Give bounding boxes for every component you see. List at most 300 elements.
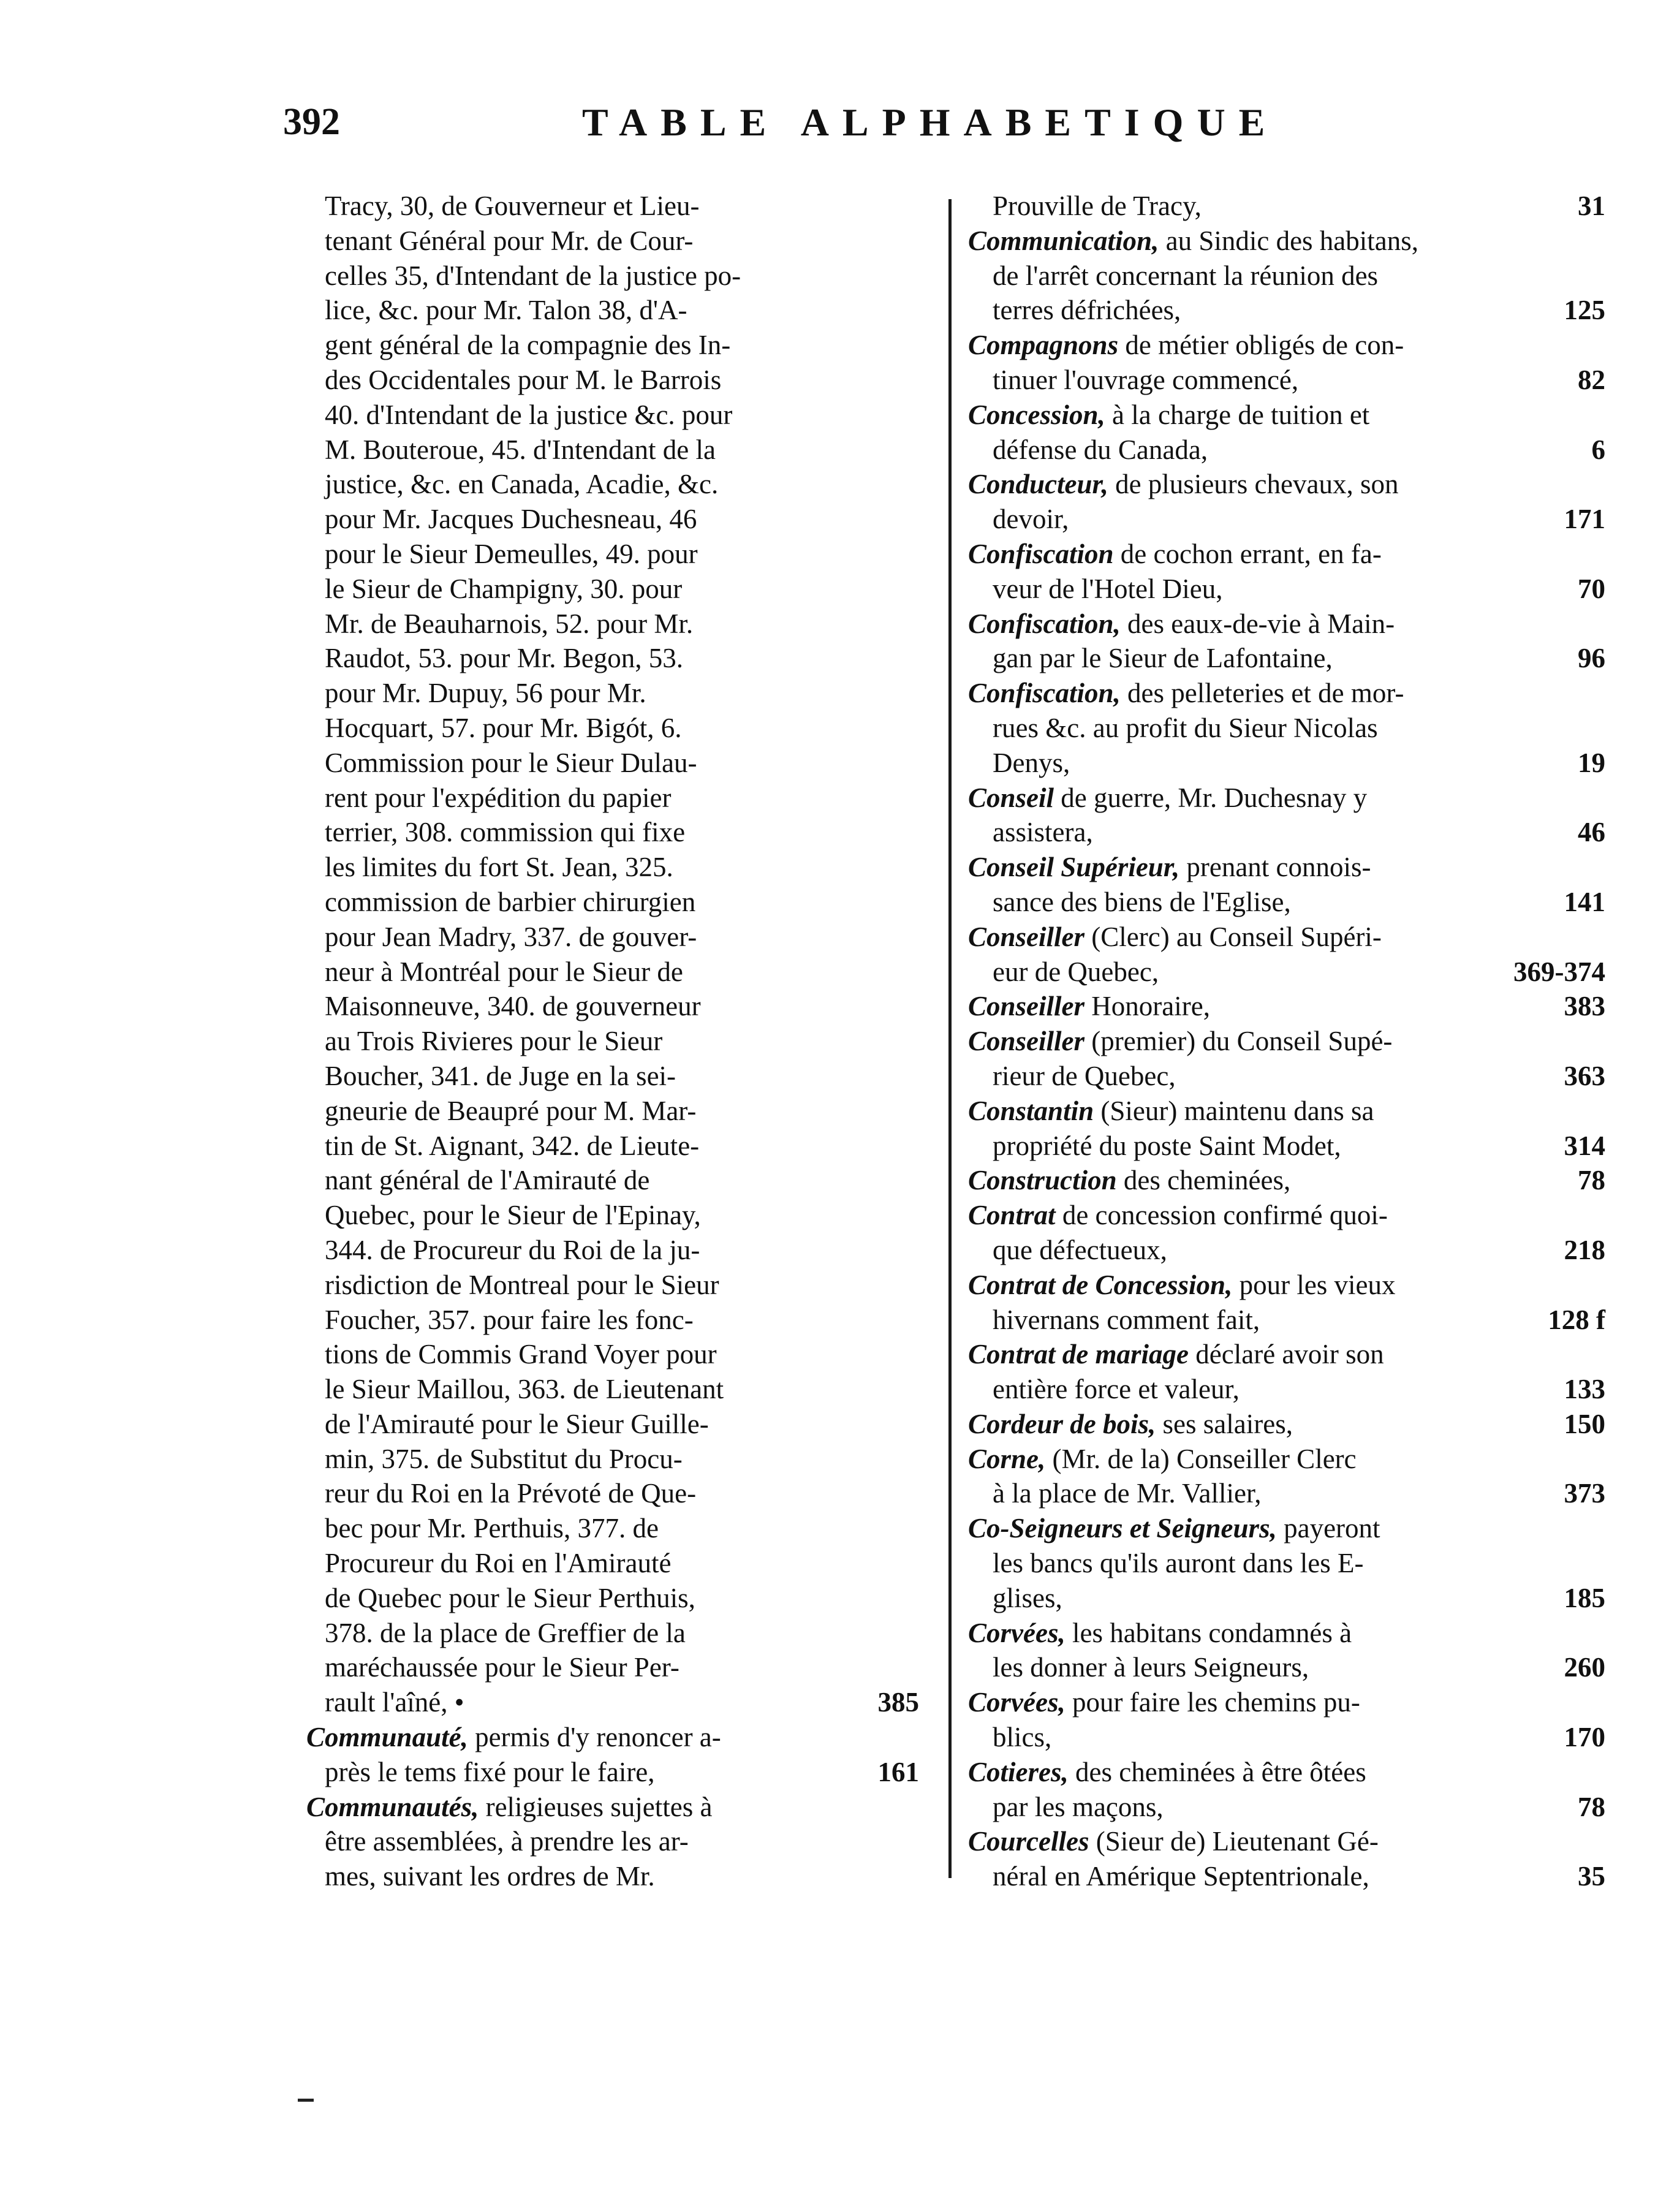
index-line-text — [325, 746, 697, 781]
index-line-text — [325, 328, 730, 363]
index-page-ref: 78 — [1578, 1165, 1605, 1196]
index-line — [306, 676, 919, 711]
index-entry-text: à la charge de tuition et — [1105, 399, 1370, 430]
index-entry-text: Quebec, pour le Sieur de l'Epinay, — [325, 1200, 701, 1231]
index-entry-text: Maisonneuve, 340. de gouverneur — [325, 991, 701, 1022]
index-line — [968, 1372, 1605, 1407]
column-divider — [948, 199, 952, 1878]
index-line-text — [968, 1442, 1357, 1477]
index-line-text — [993, 293, 1181, 328]
index-line — [968, 537, 1605, 572]
index-entry-text: propriété du poste Saint Modet, — [993, 1130, 1341, 1161]
index-entry-text: près le tems fixé pour le faire, — [325, 1756, 655, 1787]
index-line-text — [325, 1616, 686, 1651]
index-line-text — [325, 363, 721, 398]
index-line — [968, 1650, 1605, 1685]
index-entry-text: (Clerc) au Conseil Supéri- — [1085, 921, 1382, 952]
index-line — [306, 293, 919, 328]
index-line-text — [993, 1233, 1167, 1268]
index-line-text — [325, 1511, 659, 1546]
index-line — [306, 989, 919, 1024]
index-line-text — [325, 189, 699, 224]
index-line-text — [968, 1685, 1360, 1720]
index-line-text — [993, 502, 1069, 537]
index-line-text — [993, 1476, 1261, 1511]
index-page-ref: 78 — [1578, 1791, 1605, 1822]
index-entry-text: à la place de Mr. Vallier, — [993, 1478, 1262, 1509]
index-entry-text: de l'arrêt concernant la réunion des — [993, 260, 1379, 291]
index-entry-text: tinuer l'ouvrage commencé, — [993, 364, 1299, 395]
index-line — [306, 1511, 919, 1546]
index-line — [968, 607, 1605, 642]
index-line — [968, 989, 1605, 1024]
index-line — [968, 259, 1605, 294]
index-entry-text: Commission pour le Sieur Dulau- — [325, 747, 697, 778]
index-entry-text: les habitans condamnés à — [1065, 1617, 1352, 1648]
index-page-ref: 170 — [1564, 1722, 1605, 1753]
index-line — [306, 1790, 919, 1825]
index-line — [306, 885, 919, 920]
index-line-text — [968, 1407, 1293, 1442]
index-line — [306, 1685, 919, 1720]
index-line-text — [993, 955, 1159, 990]
index-line — [306, 1024, 919, 1059]
index-line — [306, 398, 919, 433]
index-line-text — [968, 537, 1382, 572]
index-entry-text: déclaré avoir son — [1189, 1339, 1384, 1370]
index-entry-text: mes, suivant les ordres de Mr. — [325, 1861, 655, 1892]
index-entry-text: de plusieurs chevaux, son — [1108, 469, 1399, 500]
index-entry-text: terrier, 308. commission qui fixe — [325, 817, 686, 848]
index-line-text — [325, 815, 685, 850]
index-line-text — [325, 641, 683, 676]
index-line-text — [325, 1372, 724, 1407]
index-line-text — [993, 1372, 1240, 1407]
index-line — [306, 1442, 919, 1477]
index-line-text — [993, 1650, 1309, 1685]
margin-mark — [298, 2099, 314, 2102]
index-line-text — [306, 1720, 721, 1755]
index-page-ref: 369-374 — [1513, 956, 1605, 987]
index-line — [306, 1372, 919, 1407]
index-entry-text: défense du Canada, — [993, 434, 1208, 465]
index-entry-text: blics, — [993, 1722, 1052, 1753]
index-entry-text: des cheminées à être ôtées — [1068, 1756, 1366, 1787]
index-page-ref: 35 — [1578, 1861, 1605, 1892]
index-line-text — [968, 920, 1382, 955]
index-line-text — [968, 1337, 1384, 1372]
index-line — [306, 815, 919, 850]
index-headword: Cordeur de bois, — [968, 1408, 1156, 1439]
index-line — [968, 1790, 1605, 1825]
index-line — [968, 885, 1605, 920]
index-line — [968, 328, 1605, 363]
index-line — [968, 1163, 1605, 1198]
index-line — [968, 1581, 1605, 1616]
index-page-ref: 314 — [1564, 1130, 1605, 1161]
index-line — [306, 850, 919, 885]
index-line-text — [968, 781, 1367, 816]
index-page-ref: 185 — [1564, 1582, 1605, 1613]
index-headword: Contrat — [968, 1200, 1056, 1231]
index-entry-text: celles 35, d'Intendant de la justice po- — [325, 260, 741, 291]
index-line — [306, 259, 919, 294]
index-entry-text: au Trois Rivieres pour le Sieur — [325, 1026, 663, 1057]
index-line-text — [325, 1824, 689, 1859]
index-page-ref: 171 — [1564, 504, 1605, 535]
index-headword: Conseiller — [968, 1026, 1085, 1057]
index-page-ref: 260 — [1564, 1652, 1605, 1683]
index-entry-text: rault l'aîné, • — [325, 1687, 464, 1718]
index-line — [306, 1198, 919, 1233]
index-line — [306, 1094, 919, 1129]
index-entry-text: eur de Quebec, — [993, 956, 1159, 987]
index-line — [306, 1337, 919, 1372]
running-title: TABLE ALPHABETIQUE — [582, 100, 1279, 144]
index-entry-text: veur de l'Hotel Dieu, — [993, 573, 1223, 604]
index-line-text — [325, 1476, 696, 1511]
index-line — [968, 1303, 1605, 1338]
index-entry-text: commission de barbier chirurgien — [325, 886, 696, 917]
index-entry-text: (premier) du Conseil Supé- — [1085, 1026, 1393, 1057]
index-line — [968, 1476, 1605, 1511]
index-headword: Constantin — [968, 1095, 1094, 1126]
index-line — [306, 1546, 919, 1581]
index-line — [968, 1546, 1605, 1581]
index-page-ref: 133 — [1564, 1374, 1605, 1405]
index-entry-text: pour faire les chemins pu- — [1065, 1687, 1360, 1718]
index-line-text — [968, 676, 1404, 711]
index-line — [968, 1511, 1605, 1546]
index-page-ref: 150 — [1564, 1408, 1605, 1439]
index-line — [306, 746, 919, 781]
index-line — [968, 746, 1605, 781]
index-line-text — [968, 1094, 1374, 1129]
index-entry-text: Tracy, 30, de Gouverneur et Lieu- — [325, 191, 700, 221]
index-page-ref: 383 — [1564, 991, 1605, 1022]
index-entry-text: des pelleteries et de mor- — [1120, 678, 1404, 709]
left-column — [306, 189, 919, 1894]
index-line-text — [325, 1233, 700, 1268]
index-line — [968, 433, 1605, 468]
index-headword: Contrat de mariage — [968, 1339, 1189, 1370]
index-entry-text: Procureur du Roi en l'Amirauté — [325, 1548, 672, 1579]
index-headword: Concession, — [968, 399, 1105, 430]
index-headword: Corvées, — [968, 1617, 1066, 1648]
index-entry-text: de Quebec pour le Sieur Perthuis, — [325, 1582, 695, 1613]
index-headword: Compagnons — [968, 330, 1119, 361]
index-headword: Confiscation — [968, 538, 1114, 569]
index-line — [968, 1616, 1605, 1651]
index-line — [968, 467, 1605, 502]
index-entry-text: devoir, — [993, 504, 1069, 535]
index-line-text — [325, 1755, 655, 1790]
index-headword: Conseil Supérieur, — [968, 852, 1180, 883]
index-entry-text: payeront — [1276, 1513, 1380, 1544]
index-line-text — [325, 1859, 655, 1894]
index-entry-text: risdiction de Montreal pour le Sieur — [325, 1269, 719, 1300]
index-line — [968, 781, 1605, 816]
index-line — [306, 537, 919, 572]
index-entry-text: Foucher, 357. pour faire les fonc- — [325, 1304, 694, 1335]
index-line — [306, 1407, 919, 1442]
index-line-text — [325, 1024, 662, 1059]
index-line-text — [968, 224, 1418, 259]
index-line-text — [325, 1268, 719, 1303]
index-line-text — [993, 1859, 1369, 1894]
index-line — [968, 572, 1605, 607]
index-entry-text: les limites du fort St. Jean, 325. — [325, 852, 673, 883]
index-line-text — [325, 711, 681, 746]
index-entry-text: rieur de Quebec, — [993, 1060, 1176, 1091]
index-entry-text: pour le Sieur Demeulles, 49. pour — [325, 538, 698, 569]
index-entry-text: Prouville de Tracy, — [993, 191, 1202, 221]
index-entry-text: hivernans comment fait, — [993, 1304, 1260, 1335]
index-line — [968, 850, 1605, 885]
index-entry-text: min, 375. de Substitut du Procu- — [325, 1443, 683, 1474]
index-line — [306, 328, 919, 363]
index-line-text — [993, 1303, 1260, 1338]
index-line-text — [325, 224, 693, 259]
index-entry-text: de cochon errant, en fa- — [1113, 538, 1382, 569]
index-headword: Confiscation, — [968, 678, 1121, 709]
index-page-ref: 19 — [1578, 747, 1605, 778]
index-line-text — [993, 363, 1298, 398]
index-entry-text: néral en Amérique Septentrionale, — [993, 1861, 1369, 1892]
index-line-text — [993, 1059, 1176, 1094]
index-entry-text: (Sieur) maintenu dans sa — [1094, 1095, 1374, 1126]
index-line-text — [325, 781, 671, 816]
index-line — [306, 1268, 919, 1303]
index-line — [968, 1094, 1605, 1129]
index-headword: Corvées, — [968, 1687, 1066, 1718]
index-line — [968, 1407, 1605, 1442]
index-entry-text: glises, — [993, 1582, 1062, 1613]
index-entry-text: les bancs qu'ils auront dans les E- — [993, 1548, 1364, 1579]
index-line — [306, 572, 919, 607]
index-entry-text: reur du Roi en la Prévoté de Que- — [325, 1478, 697, 1509]
index-line-text — [325, 955, 683, 990]
index-line-text — [325, 467, 718, 502]
index-headword: Co-Seigneurs et Seigneurs, — [968, 1513, 1277, 1544]
index-entry-text: des eaux-de-vie à Main- — [1120, 608, 1395, 639]
index-line — [306, 467, 919, 502]
index-entry-text: le Sieur de Champigny, 30. pour — [325, 573, 683, 604]
index-page-ref: 373 — [1564, 1478, 1605, 1509]
index-line-text — [325, 1059, 676, 1094]
index-line — [306, 1129, 919, 1164]
index-headword: Conseiller — [968, 991, 1085, 1022]
index-line — [968, 363, 1605, 398]
index-line — [968, 1233, 1605, 1268]
index-line-text — [993, 1546, 1363, 1581]
index-line-text — [325, 259, 741, 294]
index-line — [306, 1650, 919, 1685]
index-entry-text: gan par le Sieur de Lafontaine, — [993, 643, 1333, 674]
index-entry-text: que défectueux, — [993, 1234, 1167, 1265]
index-line-text — [306, 1790, 712, 1825]
index-page-ref: 46 — [1578, 817, 1605, 848]
index-entry-text: assistera, — [993, 817, 1093, 848]
index-line — [968, 641, 1605, 676]
right-column — [968, 189, 1605, 1894]
index-line — [968, 1129, 1605, 1164]
page-number: 392 — [283, 101, 340, 143]
index-line — [306, 502, 919, 537]
index-line-text — [325, 572, 682, 607]
index-entry-text: Raudot, 53. pour Mr. Begon, 53. — [325, 643, 683, 674]
index-entry-text: tions de Commis Grand Voyer pour — [325, 1339, 717, 1370]
index-page-ref: 161 — [877, 1756, 919, 1787]
index-line — [968, 676, 1605, 711]
index-line-text — [325, 850, 673, 885]
index-entry-text: entière force et valeur, — [993, 1374, 1240, 1405]
index-line — [306, 189, 919, 224]
index-line — [306, 1755, 919, 1790]
index-entry-text: maréchaussée pour le Sieur Per- — [325, 1652, 679, 1683]
index-page-ref: 218 — [1564, 1234, 1605, 1265]
index-line-text — [968, 1024, 1392, 1059]
index-entry-text: des Occidentales pour M. le Barrois — [325, 364, 722, 395]
index-line-text — [325, 676, 646, 711]
index-entry-text: (Sieur de) Lieutenant Gé- — [1089, 1826, 1379, 1857]
index-headword: Conducteur, — [968, 469, 1108, 500]
index-entry-text: Hocquart, 57. pour Mr. Bigót, 6. — [325, 712, 682, 743]
index-line-text — [325, 607, 693, 642]
index-line — [306, 607, 919, 642]
index-line-text — [325, 1581, 695, 1616]
index-line-text — [325, 920, 697, 955]
index-line — [968, 1059, 1605, 1094]
index-line-text — [968, 1163, 1290, 1198]
index-line — [306, 1476, 919, 1511]
index-line-text — [325, 1546, 671, 1581]
index-entry-text: rues &c. au profit du Sieur Nicolas — [993, 712, 1378, 743]
index-page-ref: 385 — [877, 1687, 919, 1718]
index-entry-text: les donner à leurs Seigneurs, — [993, 1652, 1309, 1683]
index-line — [306, 1824, 919, 1859]
index-page-ref: 363 — [1564, 1060, 1605, 1091]
index-line-text — [968, 607, 1395, 642]
index-line — [306, 1616, 919, 1651]
index-entry-text: lice, &c. pour Mr. Talon 38, d'A- — [325, 295, 687, 326]
index-entry-text: (Mr. de la) Conseiller Clerc — [1045, 1443, 1357, 1474]
index-line-text — [968, 1198, 1388, 1233]
index-line — [306, 711, 919, 746]
index-entry-text: au Sindic des habitans, — [1159, 225, 1419, 256]
index-entry-text: le Sieur Maillou, 363. de Lieutenant — [325, 1374, 724, 1405]
index-entry-text: être assemblées, à prendre les ar- — [325, 1826, 689, 1857]
index-entry-text: gneurie de Beaupré pour M. Mar- — [325, 1095, 697, 1126]
index-entry-text: rent pour l'expédition du papier — [325, 782, 672, 813]
index-headword: Construction — [968, 1165, 1117, 1196]
index-line — [306, 1720, 919, 1755]
index-entry-text: bec pour Mr. Perthuis, 377. de — [325, 1513, 659, 1544]
index-line — [968, 1720, 1605, 1755]
index-line — [968, 711, 1605, 746]
index-line — [968, 920, 1605, 955]
index-line — [968, 1198, 1605, 1233]
index-line — [968, 815, 1605, 850]
index-line-text — [325, 1337, 717, 1372]
index-line-text — [325, 1094, 696, 1129]
index-headword: Contrat de Concession, — [968, 1269, 1233, 1300]
index-line — [968, 1685, 1605, 1720]
index-line-text — [968, 850, 1371, 885]
index-entry-text: Mr. de Beauharnois, 52. pour Mr. — [325, 608, 694, 639]
index-line — [306, 1581, 919, 1616]
index-line-text — [968, 1824, 1379, 1859]
index-line — [306, 1859, 919, 1894]
index-line-text — [325, 433, 716, 468]
index-line-text — [993, 259, 1378, 294]
index-entry-text: pour les vieux — [1232, 1269, 1396, 1300]
index-line — [306, 363, 919, 398]
index-line-text — [993, 746, 1070, 781]
index-headword: Corne, — [968, 1443, 1046, 1474]
index-headword: Communication, — [968, 225, 1159, 256]
index-entry-text: gent général de la compagnie des In- — [325, 330, 731, 361]
index-entry-text: tin de St. Aignant, 342. de Lieute- — [325, 1130, 700, 1161]
index-entry-text: de métier obligés de con- — [1118, 330, 1404, 361]
index-line — [306, 1059, 919, 1094]
index-headword: Conseiller — [968, 921, 1085, 952]
index-line-text — [325, 502, 697, 537]
index-line — [968, 224, 1605, 259]
index-page-ref: 96 — [1578, 643, 1605, 674]
index-headword: Courcelles — [968, 1826, 1089, 1857]
index-headword: Conseil — [968, 782, 1054, 813]
index-line-text — [325, 989, 701, 1024]
index-line-text — [968, 989, 1210, 1024]
index-line-text — [993, 189, 1202, 224]
index-entry-text: des cheminées, — [1116, 1165, 1291, 1196]
index-entry-text: terres défrichées, — [993, 295, 1181, 326]
index-entry-text: neur à Montréal pour le Sieur de — [325, 956, 683, 987]
index-line-text — [968, 398, 1369, 433]
index-line — [306, 781, 919, 816]
index-line — [968, 293, 1605, 328]
index-line-text — [993, 641, 1333, 676]
index-line — [968, 1755, 1605, 1790]
index-entry-text: religieuses sujettes à — [479, 1791, 713, 1822]
index-page-ref: 6 — [1591, 434, 1605, 465]
index-headword: Cotieres, — [968, 1756, 1069, 1787]
index-line — [968, 1824, 1605, 1859]
index-entry-text: de l'Amirauté pour le Sieur Guille- — [325, 1408, 709, 1439]
index-entry-text: justice, &c. en Canada, Acadie, &c. — [325, 469, 719, 500]
index-entry-text: Denys, — [993, 747, 1070, 778]
index-entry-text: 40. d'Intendant de la justice &c. pour — [325, 399, 733, 430]
index-line-text — [993, 885, 1291, 920]
index-line-text — [325, 537, 698, 572]
index-line — [306, 224, 919, 259]
index-entry-text: 344. de Procureur du Roi de la ju- — [325, 1234, 700, 1265]
index-entry-text: pour Mr. Dupuy, 56 pour Mr. — [325, 678, 646, 709]
index-line — [968, 1442, 1605, 1477]
index-entry-text: 378. de la place de Greffier de la — [325, 1617, 686, 1648]
index-line — [306, 1233, 919, 1268]
index-line — [306, 433, 919, 468]
index-line — [968, 1859, 1605, 1894]
index-line — [968, 398, 1605, 433]
index-line — [968, 1337, 1605, 1372]
index-headword: Confiscation, — [968, 608, 1121, 639]
index-line — [306, 920, 919, 955]
index-line-text — [993, 815, 1093, 850]
index-entry-text: Boucher, 341. de Juge en la sei- — [325, 1060, 676, 1091]
index-entry-text: de guerre, Mr. Duchesnay y — [1054, 782, 1368, 813]
